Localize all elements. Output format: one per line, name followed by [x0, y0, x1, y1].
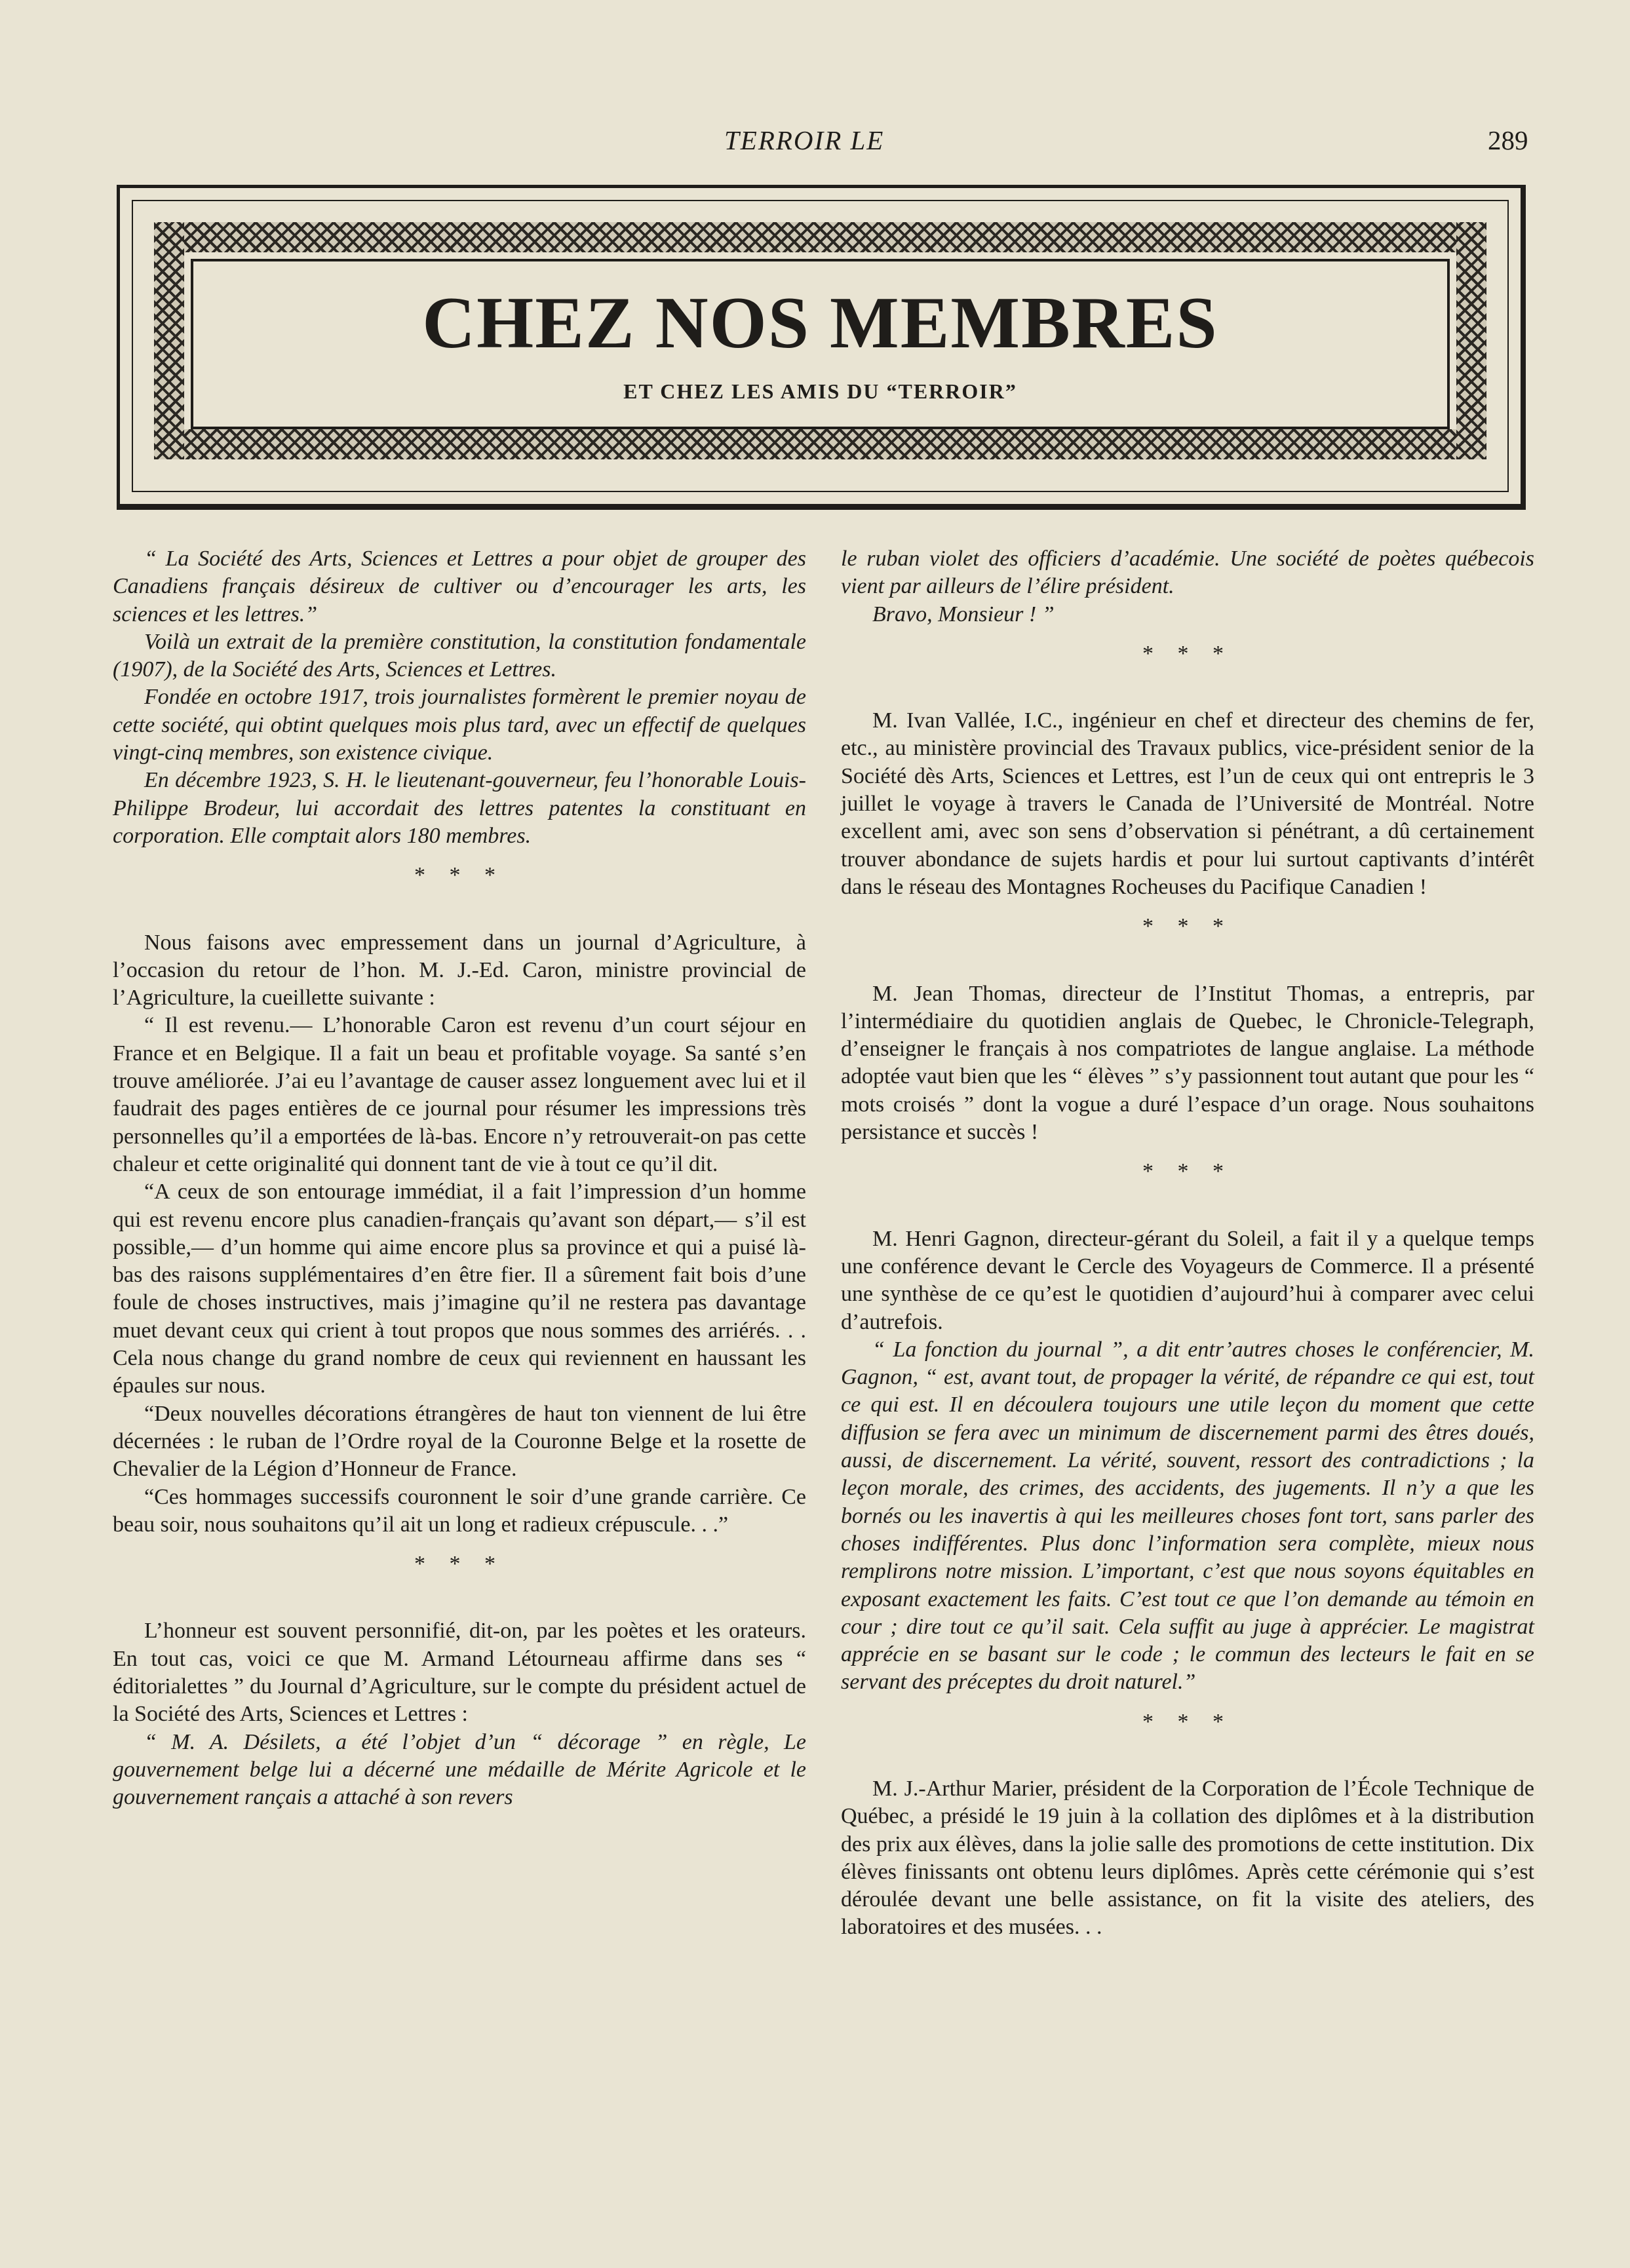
- gagnon-paragraph: M. Henri Gagnon, directeur-gérant du Soleil, a fait il y a quelque temps une conférence devant le Cercle des Voyageurs de Commerce. Il a présenté une synthèse de ce qu’est le quotidien d’aujourd’hui à comparer avec celui d’autrefois.: [841, 1226, 1534, 1334]
- intro-paragraph: “ La Société des Arts, Sciences et Lettres a pour objet de grouper des Canadiens français désireux de cultiver ou d’encourager les arts, les sciences et les lettres.”: [113, 547, 806, 626]
- intro-paragraph: Voilà un extrait de la première constitution, la constitution fondamentale (1907), de la Société des Arts, Sciences et Lettres.: [113, 629, 806, 682]
- left-column: [113, 545, 806, 1811]
- vallee-paragraph: M. Ivan Vallée, I.C., ingénieur en chef et directeur des chemins de fer, etc., au ministère provincial des Travaux publics, vice-président senior de la Société dès Arts, Sciences et Lettres, est l’un de ceux qui ont entrepris le 3 juillet le voyage à travers le Canada de l’Université de Montréal. Notre excellent ami, avec son sens d’observation si pénétrant, a dû certainement trouver abondance de sujets hardis et pour lui surtout captivants d’intérêt dans le réseau des Montagnes Rocheuses du Pacifique Canadien !: [841, 708, 1534, 899]
- desilets-paragraph: L’honneur est souvent personnifié, dit-on, par les poètes et les orateurs. En tout cas, voici ce que M. Armand Létourneau affirme dans ses “ éditorialettes ” du Journal d’Agriculture, sur le compte du président actuel de la Société des Arts, Sciences et Lettres :: [113, 1619, 806, 1727]
- ornament-border-right: [1456, 222, 1486, 459]
- section-separator: * * *: [1142, 1709, 1233, 1734]
- section-subtitle: ET CHEZ LES AMIS DU “TERROIR”: [623, 379, 1017, 403]
- desilets-quote-end: le ruban violet des officiers d’académie. Une société de poètes québecois vient par ailleurs de l’élire président.: [841, 547, 1534, 599]
- caron-paragraph: Nous faisons avec empressement dans un journal d’Agriculture, à l’occasion du retour de l’hon. M. J.-Ed. Caron, ministre provincial de l’Agriculture, la cueillette suivante :: [113, 930, 806, 1010]
- caron-paragraph: “Ces hommages successifs couronnent le soir d’une grande carrière. Ce beau soir, nous souhaitons qu’il ait un long et radieux crépuscule. . .”: [113, 1484, 806, 1537]
- section-title: CHEZ NOS MEMBRES: [422, 282, 1218, 364]
- intro-paragraph: En décembre 1923, S. H. le lieutenant-gouverneur, feu l’honorable Louis-Philippe Brodeur, lui accordait des lettres patentes la constituant en corporation. Elle comptait alors 180 membres.: [113, 768, 806, 848]
- banner-title-box: [191, 259, 1450, 429]
- thomas-paragraph: M. Jean Thomas, directeur de l’Institut Thomas, a entrepris, par l’intermédiaire du quotidien anglais de Quebec, le Chronicle-Telegraph, d’enseigner le français à nos compatriotes de langue anglaise. La méthode adoptée vaut bien que les “ élèves ” s’y passionnent tout autant que pour les “ mots croisés ” dont la vogue a duré l’espace d’un orage. Nous souhaitons persistance et succès !: [841, 981, 1534, 1145]
- caron-paragraph: “Deux nouvelles décorations étrangères de haut ton viennent de lui être décernées : le ruban de l’Ordre royal de la Couronne Belge et la rosette de Chevalier de la Légion d’Honneur de France.: [113, 1401, 806, 1482]
- caron-paragraph: “A ceux de son entourage immédiat, il a fait l’impression d’un homme qui est revenu encore plus canadien-français qu’avant son départ,— s’il est possible,— d’un homme qui aime encore plus sa province et qui a puisé là-bas des raisons supplémentaires d’en être fier. Il a sûrement fait bois d’une foule de choses instructives, mais j’imagine qu’il ne restera pas davantage muet devant ceux qui crient à tout propos que nous sommes des arriérés. . . Cela nous change du grand nombre de ceux qui reviennent en haussant les épaules sur nous.: [113, 1180, 806, 1398]
- section-banner: [117, 185, 1526, 510]
- desilets-quote-end: Bravo, Monsieur ! ”: [872, 602, 1055, 626]
- caron-paragraph: “ Il est revenu.— L’honorable Caron est revenu d’un court séjour en France et en Belgique. Il a fait un beau et profitable voyage. Sa santé s’en trouve améliorée. J’ai eu l’avantage de causer assez longuement avec lui et il faudrait des pages entières de ce journal pour résumer les impressions très personnelles qu’il a emportées de là-bas. Encore n’y retrouverait-on pas cette chaleur et cette originalité qui donnent tant de vie à tout ce qu’il dit.: [113, 1013, 806, 1176]
- desilets-quote: “ M. A. Désilets, a été l’objet d’un “ décorage ” en règle, Le gouvernement belge lui a décerné une médaille de Mérite Agricole et le gouvernement rançais a attaché à son revers: [113, 1729, 806, 1810]
- ornament-border-top: [154, 222, 1486, 252]
- ornament-border-bottom: [154, 429, 1486, 459]
- ornament-border-left: [154, 222, 184, 459]
- section-separator: * * *: [1142, 914, 1233, 939]
- right-column: [841, 545, 1534, 1942]
- marier-paragraph: M. J.-Arthur Marier, président de la Corporation de l’École Technique de Québec, a présidé le 19 juin à la collation des diplômes et à la distribution des prix aux élèves, dans la jolie salle des promotions de cette institution. Dix élèves finissants ont obtenu leurs diplômes. Après cette cérémonie qui s’est déroulée devant une belle assistance, on fit la visite des ateliers, des laboratoires et des musées. . .: [841, 1776, 1534, 1940]
- intro-paragraph: Fondée en octobre 1917, trois journalistes formèrent le premier noyau de cette société, qui obtint quelques mois plus tard, avec un effectif de quelques vingt-cinq membres, son existence civique.: [113, 685, 806, 765]
- section-separator: * * *: [1142, 641, 1233, 666]
- gagnon-quote: “ La fonction du journal ”, a dit entr’autres choses le conférencier, M. Gagnon, “ est, avant tout, de propager la vérité, de répandre ce qui est, tout ce qui est. Il en découlera toujours une utile leçon du moment que cette diffusion se fera avec un minimum de discernement parmi des êtres doués, aussi, de discernement. La vérité, souvent, ressort des contradictions ; la leçon morale, des crimes, des accidents, des jugements. Il n’y a que les bornés ou les inavertis à qui les meilleures choses font tort, sans parler des choses indifférentes. Plus donc l’information sera complète, mieux nous remplirons notre mission. L’important, c’est que nous soyons équitables en exposant exactement les faits. C’est tout ce que l’on demande au témoin en cour ; dire tout ce qu’il sait. Cela suffit au juge à apprécier. Le magistrat apprécie en se basant sur le code ; le commun des lecteurs le fait en se servant des préceptes du droit naturel.”: [841, 1337, 1534, 1695]
- page-number: 289: [1488, 125, 1528, 155]
- running-title: TERROIR LE: [724, 125, 885, 155]
- section-separator: * * *: [414, 863, 505, 888]
- section-separator: * * *: [414, 1552, 505, 1577]
- section-separator: * * *: [1142, 1159, 1233, 1184]
